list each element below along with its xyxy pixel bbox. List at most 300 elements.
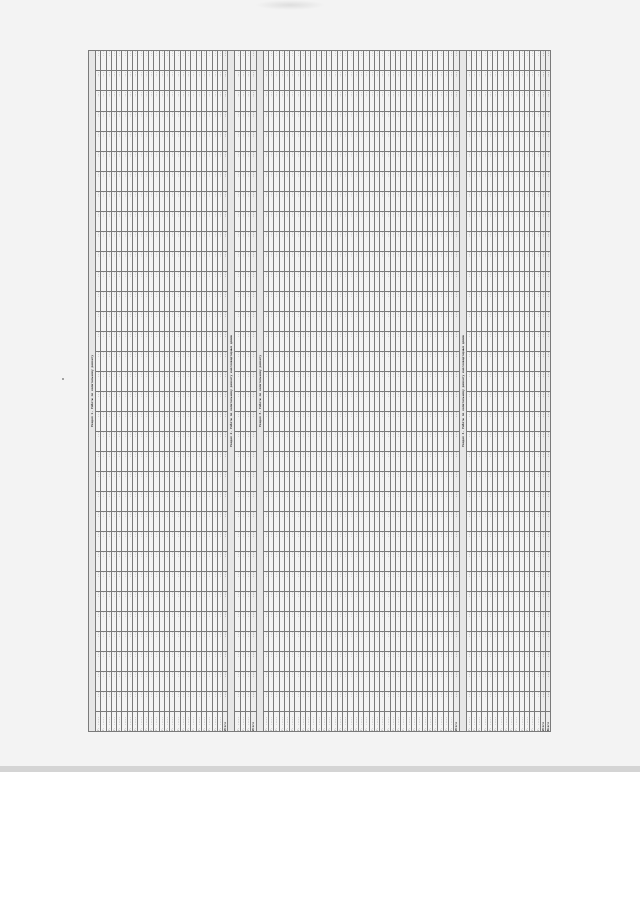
value-cell: ··· xyxy=(186,91,191,111)
value-cell: ··· xyxy=(454,491,459,511)
value-cell: ··· xyxy=(358,611,363,631)
value-cell: ··· xyxy=(240,431,245,451)
value-cell: ··· xyxy=(482,151,487,171)
value-cell: ··· xyxy=(466,591,471,611)
value-cell: ··· xyxy=(540,551,545,571)
value-cell: ··· xyxy=(471,531,476,551)
value-cell: ··· xyxy=(127,151,132,171)
value-cell: ··· xyxy=(212,211,217,231)
value-cell: ··· xyxy=(96,491,101,511)
value-cell: ··· xyxy=(374,191,379,211)
value-cell: ··· xyxy=(401,71,406,91)
value-cell: ··· xyxy=(438,531,443,551)
value-cell: ··· xyxy=(385,211,390,231)
value-cell: ··· xyxy=(396,571,401,591)
value-cell: ··· xyxy=(540,51,545,71)
value-cell: ··· xyxy=(449,291,454,311)
value-cell: ··· xyxy=(427,471,432,491)
value-cell: ··· xyxy=(180,151,185,171)
value-cell: ··· xyxy=(263,271,268,291)
row-name-cell: г. ····· xyxy=(401,711,406,731)
value-cell: ··· xyxy=(508,91,513,111)
value-cell: ··· xyxy=(508,531,513,551)
value-cell: ··· xyxy=(217,591,222,611)
value-cell: ··· xyxy=(274,491,279,511)
value-cell: ··· xyxy=(263,411,268,431)
value-cell: ··· xyxy=(191,211,196,231)
value-cell: ··· xyxy=(321,631,326,651)
value-cell: ··· xyxy=(477,271,482,291)
value-cell: ··· xyxy=(471,211,476,231)
value-cell: ··· xyxy=(207,431,212,451)
value-cell: ··· xyxy=(422,191,427,211)
value-cell: ··· xyxy=(422,551,427,571)
value-cell: ··· xyxy=(369,591,374,611)
value-cell: ··· xyxy=(519,591,524,611)
value-cell: ··· xyxy=(138,211,143,231)
value-cell: ··· xyxy=(207,131,212,151)
row-name-cell: г. ····· xyxy=(263,711,268,731)
value-cell: ··· xyxy=(101,131,106,151)
value-cell: ··· xyxy=(311,111,316,131)
value-cell: ··· xyxy=(159,631,164,651)
value-cell: ··· xyxy=(207,671,212,691)
value-cell: ··· xyxy=(411,311,416,331)
value-cell: ··· xyxy=(311,271,316,291)
value-cell: ··· xyxy=(493,51,498,71)
value-cell: ··· xyxy=(127,191,132,211)
value-cell: ··· xyxy=(396,591,401,611)
value-cell: ··· xyxy=(138,411,143,431)
value-cell: ··· xyxy=(540,471,545,491)
value-cell: ··· xyxy=(443,551,448,571)
value-cell: ··· xyxy=(284,91,289,111)
value-cell: ··· xyxy=(279,691,284,711)
value-cell: ··· xyxy=(196,191,201,211)
value-cell: ··· xyxy=(290,191,295,211)
value-cell: ··· xyxy=(159,331,164,351)
value-cell: ··· xyxy=(263,131,268,151)
value-cell: ··· xyxy=(305,451,310,471)
value-cell: ··· xyxy=(295,511,300,531)
value-cell: ··· xyxy=(482,591,487,611)
value-cell: ··· xyxy=(449,631,454,651)
value-cell: ··· xyxy=(96,351,101,371)
value-cell: ··· xyxy=(240,91,245,111)
value-cell: ··· xyxy=(122,91,127,111)
value-cell: ··· xyxy=(443,311,448,331)
value-cell: ··· xyxy=(170,611,175,631)
row-name-cell: г. ····· xyxy=(212,711,217,731)
value-cell: ··· xyxy=(274,431,279,451)
value-cell: ··· xyxy=(332,471,337,491)
value-cell: ··· xyxy=(535,551,540,571)
value-cell: ··· xyxy=(268,291,273,311)
value-cell: ··· xyxy=(122,591,127,611)
value-cell: ··· xyxy=(251,491,256,511)
value-cell: ··· xyxy=(212,311,217,331)
value-cell: ··· xyxy=(111,391,116,411)
value-cell: ··· xyxy=(417,411,422,431)
value-cell: ··· xyxy=(212,471,217,491)
value-cell: ··· xyxy=(337,631,342,651)
value-cell: ··· xyxy=(279,671,284,691)
value-cell: ··· xyxy=(201,631,206,651)
value-cell: ··· xyxy=(295,211,300,231)
value-cell: ··· xyxy=(223,671,228,691)
value-cell: ··· xyxy=(186,131,191,151)
value-cell: ··· xyxy=(235,251,240,271)
row-name-cell: г. ····· xyxy=(305,711,310,731)
value-cell: ··· xyxy=(449,371,454,391)
value-cell: ··· xyxy=(159,211,164,231)
value-cell: ··· xyxy=(154,651,159,671)
value-cell: ··· xyxy=(223,611,228,631)
value-cell: ··· xyxy=(117,411,122,431)
value-cell: ··· xyxy=(201,531,206,551)
value-cell: ··· xyxy=(396,311,401,331)
value-cell: ··· xyxy=(170,511,175,531)
value-cell: ··· xyxy=(263,431,268,451)
value-cell: ··· xyxy=(240,211,245,231)
value-cell: ··· xyxy=(427,691,432,711)
value-cell: ··· xyxy=(530,331,535,351)
value-cell: ··· xyxy=(493,331,498,351)
value-cell: ··· xyxy=(454,311,459,331)
value-cell: ··· xyxy=(530,551,535,571)
value-cell: ··· xyxy=(96,431,101,451)
row-name-cell: г. ····· xyxy=(477,711,482,731)
value-cell: ··· xyxy=(263,371,268,391)
value-cell: ··· xyxy=(279,571,284,591)
value-cell: ··· xyxy=(369,231,374,251)
value-cell: ··· xyxy=(433,271,438,291)
value-cell: ··· xyxy=(337,351,342,371)
value-cell: ··· xyxy=(493,411,498,431)
value-cell: ··· xyxy=(493,471,498,491)
row-name-cell: г. ····· xyxy=(406,711,411,731)
value-cell: ··· xyxy=(295,331,300,351)
value-cell: ··· xyxy=(148,231,153,251)
value-cell: ··· xyxy=(348,171,353,191)
value-cell: ··· xyxy=(207,351,212,371)
value-cell: ··· xyxy=(251,291,256,311)
value-cell: ··· xyxy=(96,531,101,551)
value-cell: ··· xyxy=(201,431,206,451)
row-name-cell: г. ····· xyxy=(311,711,316,731)
value-cell: ··· xyxy=(300,51,305,71)
value-cell: ··· xyxy=(175,171,180,191)
value-cell: ··· xyxy=(251,371,256,391)
value-cell: ··· xyxy=(519,651,524,671)
value-cell: ··· xyxy=(369,651,374,671)
value-cell: ··· xyxy=(380,91,385,111)
value-cell: ··· xyxy=(401,691,406,711)
value-cell: ··· xyxy=(422,471,427,491)
value-cell: ··· xyxy=(540,231,545,251)
value-cell: ··· xyxy=(390,151,395,171)
value-cell: ··· xyxy=(471,431,476,451)
value-cell: ··· xyxy=(503,171,508,191)
value-cell: ··· xyxy=(316,411,321,431)
value-cell: ··· xyxy=(508,451,513,471)
value-cell: ··· xyxy=(300,351,305,371)
value-cell: ··· xyxy=(471,391,476,411)
value-cell: ··· xyxy=(127,371,132,391)
value-cell: ··· xyxy=(438,271,443,291)
value-cell: ··· xyxy=(295,691,300,711)
value-cell: ··· xyxy=(337,131,342,151)
value-cell: ··· xyxy=(390,551,395,571)
value-cell: ··· xyxy=(279,471,284,491)
value-cell: ··· xyxy=(508,631,513,651)
value-cell: ··· xyxy=(540,591,545,611)
value-cell: ··· xyxy=(217,211,222,231)
value-cell: ··· xyxy=(524,611,529,631)
value-cell: ··· xyxy=(180,231,185,251)
value-cell: ··· xyxy=(143,411,148,431)
value-cell: ··· xyxy=(482,191,487,211)
value-cell: ··· xyxy=(524,431,529,451)
value-cell: ··· xyxy=(223,451,228,471)
value-cell: ··· xyxy=(348,591,353,611)
value-cell: ··· xyxy=(503,651,508,671)
value-cell: ··· xyxy=(530,231,535,251)
value-cell: ··· xyxy=(143,611,148,631)
value-cell: ··· xyxy=(122,491,127,511)
value-cell: ··· xyxy=(290,511,295,531)
value-cell: ··· xyxy=(482,551,487,571)
value-cell: ··· xyxy=(422,411,427,431)
value-cell: ··· xyxy=(471,651,476,671)
value-cell: ··· xyxy=(535,511,540,531)
value-cell: ··· xyxy=(454,91,459,111)
value-cell: ··· xyxy=(422,571,427,591)
value-cell: ··· xyxy=(343,691,348,711)
value-cell: ··· xyxy=(427,51,432,71)
value-cell: ··· xyxy=(143,351,148,371)
value-cell: ··· xyxy=(401,291,406,311)
value-cell: ··· xyxy=(170,371,175,391)
value-cell: ··· xyxy=(122,251,127,271)
value-cell: ··· xyxy=(332,251,337,271)
value-cell: ··· xyxy=(159,411,164,431)
value-cell: ··· xyxy=(321,571,326,591)
value-cell: ··· xyxy=(148,651,153,671)
value-cell: ··· xyxy=(101,691,106,711)
value-cell: ··· xyxy=(133,291,138,311)
value-cell: ··· xyxy=(406,491,411,511)
row-name-cell: Итого xyxy=(540,711,545,731)
value-cell: ··· xyxy=(274,591,279,611)
value-cell: ··· xyxy=(263,591,268,611)
value-cell: ··· xyxy=(438,211,443,231)
value-cell: ··· xyxy=(514,611,519,631)
value-cell: ··· xyxy=(519,251,524,271)
value-cell: ··· xyxy=(433,151,438,171)
value-cell: ··· xyxy=(503,591,508,611)
value-cell: ··· xyxy=(186,571,191,591)
value-cell: ··· xyxy=(316,371,321,391)
value-cell: ··· xyxy=(180,191,185,211)
value-cell: ··· xyxy=(422,651,427,671)
value-cell: ··· xyxy=(406,251,411,271)
value-cell: ··· xyxy=(466,351,471,371)
value-cell: ··· xyxy=(514,211,519,231)
value-cell: ··· xyxy=(390,211,395,231)
value-cell: ··· xyxy=(143,91,148,111)
value-cell: ··· xyxy=(332,491,337,511)
value-cell: ··· xyxy=(364,391,369,411)
value-cell: ··· xyxy=(246,91,251,111)
value-cell: ··· xyxy=(358,131,363,151)
value-cell: ··· xyxy=(380,571,385,591)
value-cell: ··· xyxy=(546,211,551,231)
value-cell: ··· xyxy=(223,331,228,351)
value-cell: ··· xyxy=(127,691,132,711)
value-cell: ··· xyxy=(401,231,406,251)
value-cell: ··· xyxy=(201,331,206,351)
value-cell: ··· xyxy=(201,191,206,211)
value-cell: ··· xyxy=(422,211,427,231)
value-cell: ··· xyxy=(305,271,310,291)
value-cell: ··· xyxy=(438,691,443,711)
value-cell: ··· xyxy=(358,311,363,331)
value-cell: ··· xyxy=(493,611,498,631)
value-cell: ··· xyxy=(477,411,482,431)
scan-speck xyxy=(62,378,64,380)
value-cell: ··· xyxy=(385,51,390,71)
value-cell: ··· xyxy=(438,71,443,91)
value-cell: ··· xyxy=(427,631,432,651)
value-cell: ··· xyxy=(300,251,305,271)
value-cell: ··· xyxy=(519,71,524,91)
value-cell: ··· xyxy=(305,511,310,531)
value-cell: ··· xyxy=(422,691,427,711)
value-cell: ··· xyxy=(159,171,164,191)
value-cell: ··· xyxy=(127,211,132,231)
value-cell: ··· xyxy=(343,251,348,271)
value-cell: ··· xyxy=(106,691,111,711)
value-cell: ··· xyxy=(343,271,348,291)
value-cell: ··· xyxy=(207,331,212,351)
value-cell: ··· xyxy=(290,251,295,271)
value-cell: ··· xyxy=(279,531,284,551)
value-cell: ··· xyxy=(364,511,369,531)
value-cell: ··· xyxy=(305,551,310,571)
value-cell: ··· xyxy=(406,231,411,251)
value-cell: ··· xyxy=(353,651,358,671)
value-cell: ··· xyxy=(427,591,432,611)
value-cell: ··· xyxy=(148,671,153,691)
value-cell: ··· xyxy=(96,151,101,171)
value-cell: ··· xyxy=(235,611,240,631)
value-cell: ··· xyxy=(106,591,111,611)
value-cell: ··· xyxy=(493,671,498,691)
value-cell: ··· xyxy=(295,571,300,591)
value-cell: ··· xyxy=(364,71,369,91)
value-cell: ··· xyxy=(327,471,332,491)
value-cell: ··· xyxy=(164,531,169,551)
value-cell: ··· xyxy=(122,351,127,371)
value-cell: ··· xyxy=(396,371,401,391)
value-cell: ··· xyxy=(305,631,310,651)
value-cell: ··· xyxy=(96,591,101,611)
value-cell: ··· xyxy=(127,551,132,571)
value-cell: ··· xyxy=(385,111,390,131)
value-cell: ··· xyxy=(546,151,551,171)
value-cell: ··· xyxy=(546,371,551,391)
value-cell: ··· xyxy=(180,511,185,531)
value-cell: ··· xyxy=(311,191,316,211)
value-cell: ··· xyxy=(138,471,143,491)
value-cell: ··· xyxy=(530,51,535,71)
value-cell: ··· xyxy=(493,431,498,451)
value-cell: ··· xyxy=(530,611,535,631)
value-cell: ··· xyxy=(535,251,540,271)
value-cell: ··· xyxy=(385,371,390,391)
value-cell: ··· xyxy=(514,371,519,391)
value-cell: ··· xyxy=(406,471,411,491)
value-cell: ··· xyxy=(159,531,164,551)
value-cell: ··· xyxy=(514,71,519,91)
value-cell: ··· xyxy=(154,151,159,171)
value-cell: ··· xyxy=(263,571,268,591)
value-cell: ··· xyxy=(274,611,279,631)
value-cell: ··· xyxy=(235,271,240,291)
value-cell: ··· xyxy=(487,251,492,271)
value-cell: ··· xyxy=(290,91,295,111)
value-cell: ··· xyxy=(186,71,191,91)
value-cell: ··· xyxy=(327,311,332,331)
value-cell: ··· xyxy=(240,51,245,71)
value-cell: ··· xyxy=(159,691,164,711)
value-cell: ··· xyxy=(164,71,169,91)
row-name-cell: г. ····· xyxy=(274,711,279,731)
value-cell: ··· xyxy=(101,411,106,431)
value-cell: ··· xyxy=(348,531,353,551)
value-cell: ··· xyxy=(311,691,316,711)
value-cell: ··· xyxy=(540,611,545,631)
value-cell: ··· xyxy=(122,131,127,151)
row-name-cell: г. ····· xyxy=(358,711,363,731)
value-cell: ··· xyxy=(508,551,513,571)
value-cell: ··· xyxy=(154,551,159,571)
value-cell: ··· xyxy=(311,151,316,171)
value-cell: ··· xyxy=(300,191,305,211)
value-cell: ··· xyxy=(217,551,222,571)
value-cell: ··· xyxy=(482,651,487,671)
value-cell: ··· xyxy=(401,151,406,171)
value-cell: ··· xyxy=(427,71,432,91)
value-cell: ··· xyxy=(223,271,228,291)
value-cell: ··· xyxy=(358,471,363,491)
value-cell: ··· xyxy=(311,531,316,551)
value-cell: ··· xyxy=(508,151,513,171)
value-cell: ··· xyxy=(411,451,416,471)
value-cell: ··· xyxy=(133,591,138,611)
value-cell: ··· xyxy=(332,431,337,451)
value-cell: ··· xyxy=(422,111,427,131)
value-cell: ··· xyxy=(170,171,175,191)
value-cell: ··· xyxy=(417,531,422,551)
value-cell: ··· xyxy=(290,491,295,511)
value-cell: ··· xyxy=(186,311,191,331)
value-cell: ··· xyxy=(148,371,153,391)
value-cell: ··· xyxy=(154,691,159,711)
value-cell: ··· xyxy=(369,391,374,411)
value-cell: ··· xyxy=(305,691,310,711)
